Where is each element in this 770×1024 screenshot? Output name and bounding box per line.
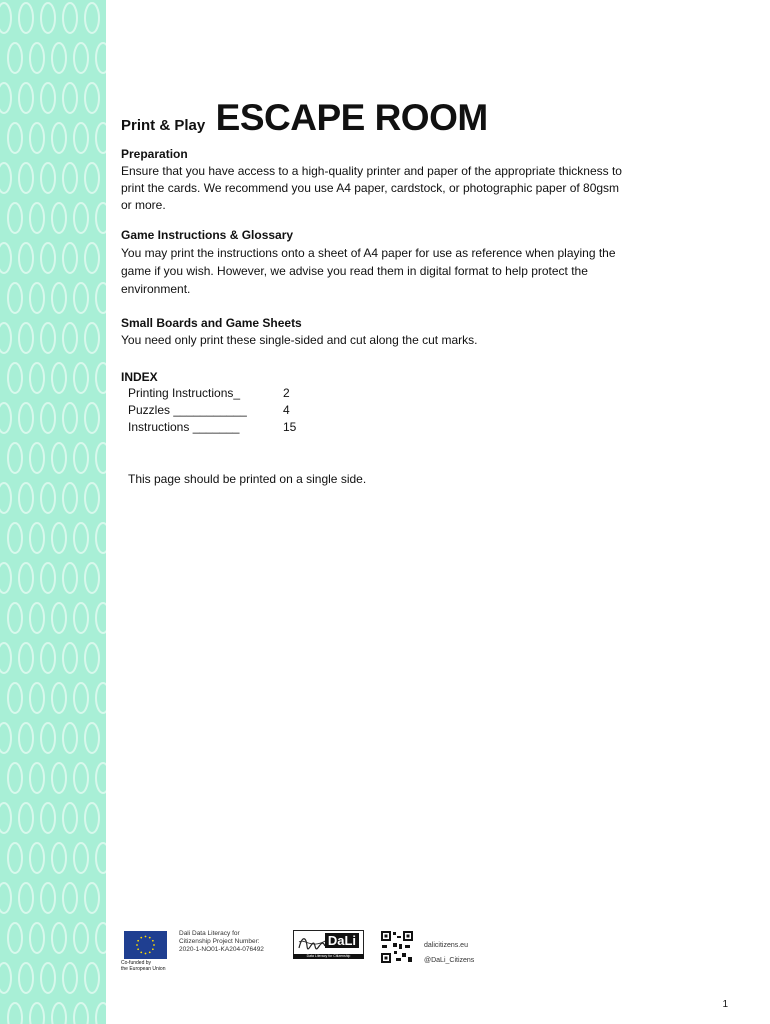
pattern-ring	[85, 243, 99, 273]
pattern-ring	[96, 123, 106, 153]
pattern-ring	[41, 483, 55, 513]
pattern-ring	[30, 203, 44, 233]
pattern-ring	[19, 483, 33, 513]
pattern-ring	[63, 883, 77, 913]
eu-caption	[121, 960, 181, 972]
eu-star-icon	[152, 940, 154, 942]
pattern-ring	[19, 243, 33, 273]
pattern-ring	[63, 803, 77, 833]
pattern-ring	[96, 603, 106, 633]
index-row	[128, 402, 296, 419]
section-game-instructions	[121, 227, 681, 298]
pattern-ring	[63, 323, 77, 353]
pattern-ring	[52, 843, 66, 873]
pattern-ring	[74, 443, 88, 473]
index-page: 4	[283, 403, 290, 417]
index-heading	[121, 369, 681, 386]
eu-star-icon	[140, 937, 142, 939]
pattern-ring	[63, 163, 77, 193]
pattern-ring	[85, 883, 99, 913]
section-line: or more.	[121, 198, 166, 212]
circle-pattern	[0, 0, 106, 1024]
logo-word: DaLi	[325, 933, 359, 948]
pattern-ring	[74, 123, 88, 153]
pattern-ring	[30, 123, 44, 153]
pattern-ring	[52, 443, 66, 473]
eu-caption-line: the European Union	[121, 966, 166, 972]
pattern-ring	[74, 923, 88, 953]
pattern-ring	[41, 723, 55, 753]
pattern-ring	[41, 3, 55, 33]
pattern-ring	[8, 923, 22, 953]
section-line: You may print the instructions onto a sheet of A4 paper for use as reference when playing the	[121, 246, 616, 260]
pattern-ring	[74, 43, 88, 73]
pattern-ring	[8, 763, 22, 793]
pattern-ring	[63, 643, 77, 673]
pattern-ring	[96, 363, 106, 393]
decorative-sidebar	[0, 0, 106, 1024]
pattern-ring	[52, 1003, 66, 1024]
title-main: ESCAPE ROOM	[215, 97, 488, 138]
pattern-ring	[19, 403, 33, 433]
pattern-ring	[0, 323, 11, 353]
pattern-ring	[63, 563, 77, 593]
pattern-ring	[74, 1003, 88, 1024]
pattern-ring	[52, 763, 66, 793]
website-link[interactable]: dalicitizens.eu	[424, 942, 468, 949]
title-prefix: Print & Play	[121, 117, 206, 134]
pattern-ring	[96, 763, 106, 793]
pattern-ring	[30, 443, 44, 473]
pattern-ring	[74, 603, 88, 633]
pattern-ring	[63, 243, 77, 273]
qr-code-icon	[380, 930, 414, 964]
pattern-ring	[96, 923, 106, 953]
pattern-ring	[30, 523, 44, 553]
eu-star-icon	[145, 936, 147, 938]
project-info	[179, 930, 279, 954]
pattern-ring	[0, 483, 11, 513]
logo-strip: Data Literacy for Citizenship	[293, 954, 364, 959]
pattern-ring	[74, 763, 88, 793]
pattern-ring	[85, 83, 99, 113]
eu-star-icon	[137, 940, 139, 942]
pattern-ring	[63, 963, 77, 993]
pattern-ring	[8, 683, 22, 713]
eu-flag-icon	[124, 931, 167, 959]
pattern-ring	[30, 283, 44, 313]
pattern-ring	[19, 803, 33, 833]
project-line: Citizenship Project Number:	[179, 938, 260, 945]
pattern-ring	[19, 163, 33, 193]
pattern-ring	[30, 43, 44, 73]
pattern-ring	[19, 323, 33, 353]
pattern-ring	[41, 83, 55, 113]
dali-logo	[293, 930, 364, 956]
pattern-ring	[85, 483, 99, 513]
eu-stars	[124, 931, 167, 959]
contact-links	[424, 938, 474, 968]
pattern-ring	[19, 83, 33, 113]
eu-star-icon	[149, 937, 151, 939]
pattern-ring	[0, 963, 11, 993]
pattern-ring	[8, 1003, 22, 1024]
pattern-ring	[0, 243, 11, 273]
pattern-ring	[30, 923, 44, 953]
pattern-ring	[0, 83, 11, 113]
pattern-ring	[8, 843, 22, 873]
pattern-ring	[96, 843, 106, 873]
pattern-ring	[52, 123, 66, 153]
pattern-ring	[0, 563, 11, 593]
index-row	[128, 419, 296, 436]
pattern-ring	[8, 603, 22, 633]
pattern-ring	[96, 203, 106, 233]
pattern-ring	[96, 683, 106, 713]
pattern-ring	[30, 363, 44, 393]
pattern-ring	[41, 643, 55, 673]
section-line: Ensure that you have access to a high-quality printer and paper of the appropriate thickness to	[121, 164, 622, 178]
pattern-ring	[19, 963, 33, 993]
section-line: You need only print these single-sided and cut along the cut marks.	[121, 333, 478, 347]
pattern-ring	[8, 123, 22, 153]
social-handle: @DaLi_Citizens	[424, 957, 475, 964]
pattern-ring	[74, 683, 88, 713]
pattern-ring	[41, 563, 55, 593]
index-label: Instructions _______	[128, 420, 240, 434]
pattern-ring	[85, 963, 99, 993]
eu-star-icon	[140, 951, 142, 953]
pattern-ring	[19, 3, 33, 33]
pattern-ring	[85, 163, 99, 193]
pattern-ring	[0, 643, 11, 673]
pattern-ring	[52, 43, 66, 73]
project-line: Dali Data Literacy for	[179, 930, 240, 937]
pattern-ring	[8, 443, 22, 473]
pattern-ring	[30, 683, 44, 713]
index-page: 2	[283, 386, 290, 400]
pattern-ring	[30, 1003, 44, 1024]
pattern-ring	[63, 483, 77, 513]
pattern-ring	[63, 3, 77, 33]
pattern-ring	[74, 843, 88, 873]
page-title	[121, 97, 488, 139]
pattern-ring	[41, 323, 55, 353]
pattern-ring	[0, 163, 11, 193]
section-preparation	[121, 146, 681, 214]
pattern-ring	[85, 403, 99, 433]
pattern-ring	[19, 563, 33, 593]
pattern-ring	[0, 3, 11, 33]
index-label: Puzzles ___________	[128, 403, 247, 417]
pattern-ring	[41, 403, 55, 433]
project-line: 2020-1-NO01-KA204-076492	[179, 946, 264, 953]
section-line: print the cards. We recommend you use A4 paper, cardstock, or photographic paper of 80gsm	[121, 181, 620, 195]
print-note: This page should be printed on a single side.	[128, 472, 367, 486]
pattern-ring	[30, 843, 44, 873]
pattern-ring	[96, 443, 106, 473]
pattern-ring	[52, 363, 66, 393]
pattern-ring	[85, 723, 99, 753]
pattern-ring	[41, 243, 55, 273]
pattern-ring	[85, 643, 99, 673]
index-row	[128, 385, 296, 402]
pattern-ring	[41, 163, 55, 193]
section-small-boards	[121, 315, 681, 349]
index-page: 15	[283, 420, 297, 434]
pattern-ring	[74, 283, 88, 313]
eu-star-icon	[145, 953, 147, 955]
pattern-ring	[96, 1003, 106, 1024]
pattern-ring	[52, 683, 66, 713]
pattern-ring	[41, 883, 55, 913]
pattern-ring	[52, 283, 66, 313]
pattern-ring	[52, 603, 66, 633]
pattern-ring	[30, 603, 44, 633]
pattern-ring	[63, 403, 77, 433]
footer-logos	[121, 928, 541, 978]
pattern-ring	[52, 203, 66, 233]
eu-star-icon	[152, 948, 154, 950]
pattern-ring	[52, 923, 66, 953]
section-line: environment.	[121, 282, 191, 296]
page-number: 1	[722, 999, 728, 1010]
pattern-ring	[74, 203, 88, 233]
section-line: game if you wish. However, we advise you read them in digital format to help protect the	[121, 264, 588, 278]
index-table	[128, 385, 296, 436]
eu-star-icon	[136, 944, 138, 946]
pattern-ring	[19, 883, 33, 913]
pattern-ring	[41, 963, 55, 993]
pattern-ring	[63, 83, 77, 113]
pattern-ring	[52, 523, 66, 553]
pattern-ring	[19, 643, 33, 673]
pattern-ring	[85, 3, 99, 33]
section-heading: Small Boards and Game Sheets	[121, 316, 302, 330]
section-heading: Preparation	[121, 147, 188, 161]
pattern-ring	[96, 523, 106, 553]
pattern-ring	[0, 803, 11, 833]
pattern-ring	[85, 323, 99, 353]
pattern-ring	[8, 43, 22, 73]
pattern-ring	[96, 283, 106, 313]
eu-star-icon	[149, 951, 151, 953]
pattern-ring	[0, 403, 11, 433]
pattern-ring	[63, 723, 77, 753]
pattern-ring	[0, 883, 11, 913]
pattern-ring	[41, 803, 55, 833]
pattern-ring	[30, 763, 44, 793]
pattern-ring	[74, 523, 88, 553]
pattern-ring	[0, 723, 11, 753]
pattern-ring	[74, 363, 88, 393]
pattern-ring	[8, 283, 22, 313]
pattern-ring	[8, 363, 22, 393]
eu-star-icon	[137, 948, 139, 950]
eu-star-icon	[153, 944, 155, 946]
pattern-ring	[96, 43, 106, 73]
index-heading-text: INDEX	[121, 370, 158, 384]
pattern-ring	[85, 563, 99, 593]
section-heading: Game Instructions & Glossary	[121, 228, 294, 242]
pattern-ring	[85, 803, 99, 833]
pattern-ring	[19, 723, 33, 753]
pattern-ring	[8, 523, 22, 553]
pattern-ring	[8, 203, 22, 233]
index-label: Printing Instructions_	[128, 386, 241, 400]
eu-caption-line: Co-funded by	[121, 960, 152, 966]
